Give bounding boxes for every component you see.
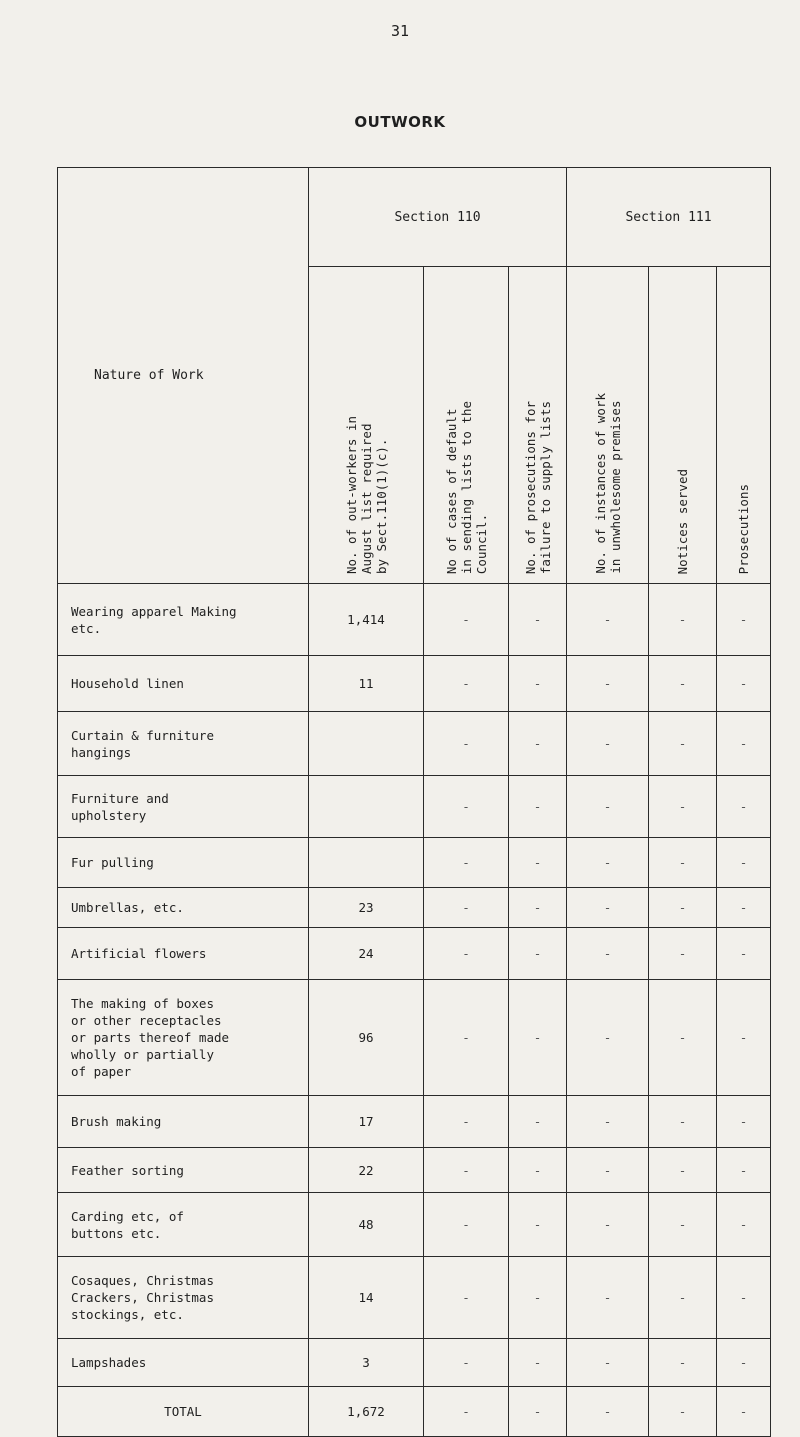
prosecutions: -: [717, 1339, 771, 1387]
prosecutions-lists: -: [509, 656, 567, 712]
section-110-header: Section 110: [309, 168, 567, 267]
prosecutions: -: [717, 1257, 771, 1339]
table-row: [58, 1339, 771, 1387]
default-cases: -: [424, 888, 509, 928]
default-cases: -: [424, 1148, 509, 1193]
prosecutions-lists: -: [509, 1257, 567, 1339]
prosecutions: -: [717, 712, 771, 776]
column-header: [309, 267, 424, 584]
default-cases: -: [424, 712, 509, 776]
outworker-count: [309, 712, 424, 776]
total-outworker-count: 1,672: [309, 1387, 424, 1437]
table-row: [58, 980, 771, 1096]
column-header: [509, 267, 567, 584]
notices-served: -: [649, 584, 717, 656]
table-row: [58, 838, 771, 888]
total-label: TOTAL: [58, 1387, 309, 1437]
notices-served: -: [649, 1096, 717, 1148]
total-prosecutions-lists: -: [509, 1387, 567, 1437]
prosecutions-lists: -: [509, 1193, 567, 1257]
unwholesome-instances: -: [567, 888, 649, 928]
nature-cell: Furniture and upholstery: [58, 776, 309, 838]
nature-cell: Feather sorting: [58, 1148, 309, 1193]
prosecutions: -: [717, 980, 771, 1096]
outworker-count: 22: [309, 1148, 424, 1193]
default-cases: -: [424, 980, 509, 1096]
default-cases: -: [424, 656, 509, 712]
unwholesome-instances: -: [567, 1257, 649, 1339]
prosecutions: -: [717, 1096, 771, 1148]
unwholesome-instances: -: [567, 584, 649, 656]
column-header: [424, 267, 509, 584]
notices-served: -: [649, 1257, 717, 1339]
default-cases: -: [424, 928, 509, 980]
nature-cell: Cosaques, Christmas Crackers, Christmas stockings, etc.: [58, 1257, 309, 1339]
table-row: [58, 712, 771, 776]
table-row: [58, 584, 771, 656]
unwholesome-instances: -: [567, 1339, 649, 1387]
section-111-header: Section 111: [567, 168, 771, 267]
nature-cell: Brush making: [58, 1096, 309, 1148]
nature-cell: Curtain & furniture hangings: [58, 712, 309, 776]
notices-served: -: [649, 656, 717, 712]
prosecutions: -: [717, 888, 771, 928]
notices-served: -: [649, 1193, 717, 1257]
unwholesome-instances: -: [567, 1193, 649, 1257]
default-cases: -: [424, 1257, 509, 1339]
outworker-count: 48: [309, 1193, 424, 1257]
unwholesome-instances: -: [567, 980, 649, 1096]
outwork-table: [57, 167, 771, 1437]
prosecutions-lists: -: [509, 584, 567, 656]
column-header-text: Prosecutions: [736, 483, 751, 574]
notices-served: -: [649, 1148, 717, 1193]
prosecutions-lists: -: [509, 928, 567, 980]
table-row: [58, 1148, 771, 1193]
notices-served: -: [649, 712, 717, 776]
notices-served: -: [649, 1339, 717, 1387]
total-row: [58, 1387, 771, 1437]
prosecutions: -: [717, 1193, 771, 1257]
prosecutions-lists: -: [509, 1148, 567, 1193]
prosecutions-lists: -: [509, 838, 567, 888]
default-cases: -: [424, 584, 509, 656]
outworker-count: 24: [309, 928, 424, 980]
unwholesome-instances: -: [567, 656, 649, 712]
prosecutions-lists: -: [509, 1339, 567, 1387]
outworker-count: [309, 776, 424, 838]
default-cases: -: [424, 838, 509, 888]
outworker-count: 17: [309, 1096, 424, 1148]
prosecutions: -: [717, 776, 771, 838]
section-heading: OUTWORK: [354, 113, 446, 131]
table-row: [58, 928, 771, 980]
column-header: [717, 267, 771, 584]
column-header-text: No of cases of default in sending lists to the Council.: [443, 400, 489, 574]
unwholesome-instances: -: [567, 1148, 649, 1193]
prosecutions: -: [717, 1148, 771, 1193]
outworker-count: 14: [309, 1257, 424, 1339]
table-row: [58, 1096, 771, 1148]
nature-cell: The making of boxes or other receptacles or parts thereof made wholly or partially of paper: [58, 980, 309, 1096]
column-header-text: No. of instances of work in unwholesome premises: [592, 393, 623, 574]
column-header-text: No. of out-workers in August list required by Sect.110(1)(c).: [343, 415, 389, 574]
column-header: [567, 267, 649, 584]
column-header-text: No. of prosecutions for failure to supply lists: [522, 400, 553, 574]
default-cases: -: [424, 1096, 509, 1148]
notices-served: -: [649, 980, 717, 1096]
outworker-count: 11: [309, 656, 424, 712]
outworker-count: 1,414: [309, 584, 424, 656]
prosecutions-lists: -: [509, 1096, 567, 1148]
unwholesome-instances: -: [567, 928, 649, 980]
notices-served: -: [649, 928, 717, 980]
outworker-count: 3: [309, 1339, 424, 1387]
total-prosecutions: -: [717, 1387, 771, 1437]
prosecutions: -: [717, 584, 771, 656]
prosecutions-lists: -: [509, 888, 567, 928]
nature-cell: Wearing apparel Making etc.: [58, 584, 309, 656]
total-notices-served: -: [649, 1387, 717, 1437]
default-cases: -: [424, 776, 509, 838]
total-default-cases: -: [424, 1387, 509, 1437]
notices-served: -: [649, 776, 717, 838]
total-unwholesome-instances: -: [567, 1387, 649, 1437]
table-row: [58, 1193, 771, 1257]
nature-cell: Fur pulling: [58, 838, 309, 888]
outworker-count: 23: [309, 888, 424, 928]
default-cases: -: [424, 1339, 509, 1387]
table-row: [58, 888, 771, 928]
nature-cell: Household linen: [58, 656, 309, 712]
table-row: [58, 656, 771, 712]
column-header-text: Notices served: [675, 468, 690, 574]
table-row: [58, 1257, 771, 1339]
prosecutions: -: [717, 928, 771, 980]
unwholesome-instances: -: [567, 776, 649, 838]
notices-served: -: [649, 888, 717, 928]
default-cases: -: [424, 1193, 509, 1257]
prosecutions: -: [717, 838, 771, 888]
outworker-count: [309, 838, 424, 888]
nature-of-work-header: Nature of Work: [58, 168, 309, 584]
unwholesome-instances: -: [567, 712, 649, 776]
prosecutions: -: [717, 656, 771, 712]
outworker-count: 96: [309, 980, 424, 1096]
column-header: [649, 267, 717, 584]
unwholesome-instances: -: [567, 838, 649, 888]
nature-cell: Carding etc, of buttons etc.: [58, 1193, 309, 1257]
prosecutions-lists: -: [509, 776, 567, 838]
nature-cell: Artificial flowers: [58, 928, 309, 980]
prosecutions-lists: -: [509, 712, 567, 776]
unwholesome-instances: -: [567, 1096, 649, 1148]
notices-served: -: [649, 838, 717, 888]
nature-cell: Lampshades: [58, 1339, 309, 1387]
nature-cell: Umbrellas, etc.: [58, 888, 309, 928]
page-number: 31: [390, 22, 410, 40]
prosecutions-lists: -: [509, 980, 567, 1096]
table-row: [58, 776, 771, 838]
